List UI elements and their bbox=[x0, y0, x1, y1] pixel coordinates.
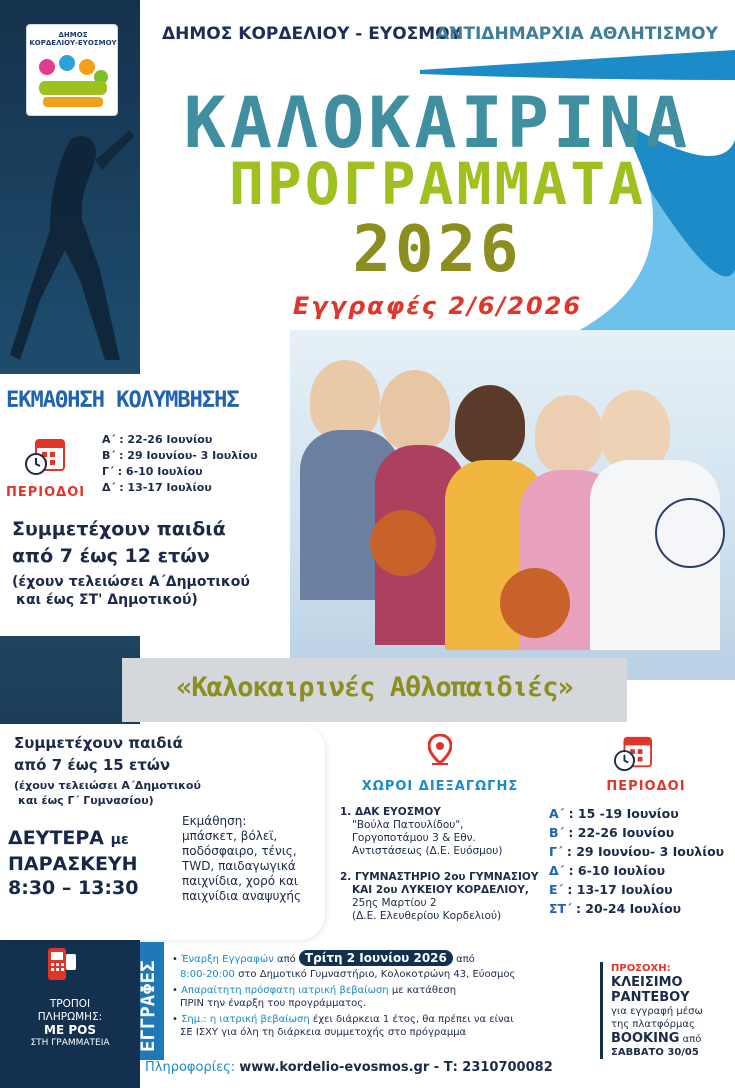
location-1-line: Αντιστάσεως (Δ.Ε. Ευόσμου) bbox=[352, 845, 503, 857]
swimming-note-line-2: και έως ΣΤ' Δημοτικού) bbox=[16, 592, 198, 608]
sports-banner-title: «Καλοκαιρινές Αθλοπαιδιές» bbox=[176, 672, 573, 703]
swimming-period: Α΄ : 22-26 Ιουνίου bbox=[102, 433, 213, 446]
registration-to: από bbox=[456, 954, 475, 965]
attention-line: ΚΛΕΙΣΙΜΟ bbox=[611, 975, 683, 990]
logo-name-text: ΚΟΡΔΕΛΙΟΥ-ΕΥΟΣΜΟΥ bbox=[29, 39, 117, 47]
municipality-name: ΔΗΜΟΣ ΚΟΡΔΕΛΙΟΥ - ΕΥΟΣΜΟΥ bbox=[162, 24, 462, 44]
period-letter: Α΄ bbox=[549, 806, 565, 821]
days-friday: ΠΑΡΑΣΚΕΥΗ bbox=[8, 853, 138, 875]
period-letter: Δ΄ bbox=[549, 863, 565, 878]
days-connector: με bbox=[110, 832, 129, 848]
payment-line: ΣΤΗ ΓΡΑΜΜΑΤΕΙΑ bbox=[30, 1038, 110, 1048]
medical-requirement-line-2: ΠΡΙΝ την έναρξη του προγράμματος. bbox=[180, 998, 367, 1009]
title-line-1: ΚΑΛΟΚΑΙΡΙΝΑ bbox=[183, 82, 692, 164]
sports-participants-line-1: Συμμετέχουν παιδιά bbox=[14, 734, 183, 752]
sports-age-note bbox=[14, 778, 201, 808]
swimming-participants-line-1: Συμμετέχουν παιδιά bbox=[12, 518, 226, 540]
location-2-title: ΚΑΙ 2ου ΛΥΚΕΙΟΥ ΚΟΡΔΕΛΙΟΥ, bbox=[352, 884, 529, 896]
activities-line: μπάσκετ, βόλεϊ, bbox=[182, 829, 278, 843]
note-medical: ιατρική βεβαίωση bbox=[219, 1014, 310, 1025]
registration-start-label: Έναρξη Εγγραφών bbox=[181, 954, 274, 965]
calendar-clock-icon bbox=[613, 734, 653, 772]
period-dates: : 6-10 Ιουλίου bbox=[568, 863, 666, 878]
period-letter: Ε΄ bbox=[549, 882, 564, 897]
activities-line: Εκμάθηση: bbox=[182, 814, 247, 828]
note-line-2: ΣΕ ΙΣΧΥ για όλη τη διάρκεια συμμετοχής στο πρόγραμμα bbox=[180, 1027, 467, 1038]
registration-from: από bbox=[277, 954, 296, 965]
kids-photo bbox=[290, 330, 735, 680]
title-line-2: ΠΡΟΓΡΑΜΜΑΤΑ bbox=[228, 150, 647, 218]
contact-info bbox=[145, 1060, 553, 1075]
period-dates: : 20-24 Ιουλίου bbox=[575, 901, 682, 916]
pos-terminal-icon bbox=[44, 946, 78, 984]
days-monday: ΔΕΥΤΕΡΑ bbox=[8, 827, 105, 849]
swimming-age-note bbox=[12, 573, 250, 609]
sports-periods-list bbox=[549, 804, 724, 918]
note-rest: έχει διάρκεια 1 έτος, θα πρέπει να είναι bbox=[312, 1014, 514, 1025]
payment-line: ΤΡΟΠΟΙ bbox=[49, 998, 91, 1010]
attention-date: ΣΑΒΒΑΤΟ 30/05 bbox=[611, 1047, 699, 1058]
period-dates: : 22-26 Ιουνίου bbox=[568, 825, 675, 840]
period-letter: Β΄ bbox=[549, 825, 565, 840]
sports-activities bbox=[182, 814, 301, 904]
title-year: 2026 bbox=[352, 213, 523, 287]
registration-date: Εγγραφές 2/6/2026 bbox=[292, 292, 583, 320]
payment-line: ΜΕ POS bbox=[44, 1023, 96, 1037]
attention-line: από bbox=[682, 1034, 702, 1045]
location-pin-icon bbox=[428, 734, 452, 766]
calendar-clock-icon bbox=[24, 436, 66, 476]
location-2-line: (Δ.Ε. Ελευθερίου Κορδελιού) bbox=[352, 910, 502, 922]
sports-participants bbox=[14, 732, 183, 776]
payment-methods bbox=[0, 998, 140, 1050]
location-1-line: Γοργοποτάμου 3 & Εθν. bbox=[352, 832, 476, 844]
attention-booking: BOOKING bbox=[611, 1031, 680, 1046]
attention-label: ΠΡΟΣΟΧΗ: bbox=[611, 963, 671, 974]
municipality-logo bbox=[26, 24, 118, 116]
activities-line: ποδόσφαιρο, τένις, bbox=[182, 844, 297, 858]
location-1 bbox=[340, 806, 540, 858]
registration-start-date: Τρίτη 2 Ιουνίου 2026 bbox=[299, 950, 453, 966]
sports-schedule bbox=[8, 826, 138, 900]
period-dates: : 29 Ιουνίου- 3 Ιουλίου bbox=[566, 844, 725, 859]
swimming-note-line-1: (έχουν τελειώσει Α΄Δημοτικού bbox=[12, 574, 250, 590]
dancer-image bbox=[10, 120, 135, 370]
sports-periods-label: ΠΕΡΙΟΔΟΙ bbox=[606, 779, 686, 794]
activities-line: παιχνίδια, χορό και bbox=[182, 874, 298, 888]
medical-requirement: Απαραίτητη πρόσφατη ιατρική βεβαίωση bbox=[181, 985, 389, 996]
period-letter: Γ΄ bbox=[549, 844, 563, 859]
department-name: ΑΝΤΙΔΗΜΑΡΧΙΑ ΑΘΛΗΤΙΣΜΟΥ bbox=[436, 24, 718, 44]
swimming-period: Δ΄ : 13-17 Ιουλίου bbox=[102, 481, 212, 494]
booking-attention-box bbox=[600, 962, 732, 1059]
note-label: Σημ.: η bbox=[181, 1014, 217, 1025]
attention-line: για εγγραφή μέσω bbox=[611, 1006, 703, 1017]
period-letter: ΣΤ΄ bbox=[549, 901, 572, 916]
registration-vertical-label: ΕΓΓΡΑΦΕΣ bbox=[137, 960, 159, 1052]
location-1-title: 1. ΔΑΚ ΕΥΟΣΜΟΥ bbox=[340, 806, 441, 818]
location-1-line: "Βούλα Πατουλίδου", bbox=[352, 819, 464, 831]
registration-details: • Έναρξη Εγγραφών από Τρίτη 2 Ιουνίου 2026 από 8:00-20:00 στο Δημοτικό Γυμναστήριο, Κολοκοτρώνη 43, Εύοσμος • Απαραίτητη πρόσφατη ιατρική βεβαίωση με κατάθεση ΠΡΙΝ την έναρξη του προγράμματος. • Σημ.: η ιατρική βεβαίωση έχει διάρκεια 1 έτος, θα πρέπει να είναι ΣΕ ΙΣΧΥ για όλη τη διάρκεια συμμετοχής στο πρόγραμμα bbox=[172, 952, 602, 1039]
registration-place: στο Δημοτικό Γυμναστήριο, Κολοκοτρώνη 43, Εύοσμος bbox=[238, 969, 516, 980]
swimming-participants-line-2: από 7 έως 12 ετών bbox=[12, 545, 210, 567]
sports-hours: 8:30 – 13:30 bbox=[8, 877, 139, 899]
swimming-period: Β΄ : 29 Ιουνίου- 3 Ιουλίου bbox=[102, 449, 258, 462]
registration-hours: 8:00-20:00 bbox=[180, 969, 235, 980]
period-dates: : 13-17 Ιουλίου bbox=[567, 882, 673, 897]
location-2 bbox=[340, 871, 540, 923]
swimming-periods-list bbox=[102, 432, 257, 496]
attention-line: της πλατφόρμας bbox=[611, 1019, 695, 1030]
info-label: Πληροφορίες: bbox=[145, 1060, 236, 1075]
logo-figures-icon bbox=[27, 47, 119, 117]
swimming-title: ΕΚΜΑΘΗΣΗ ΚΟΛΥΜΒΗΣΗΣ bbox=[6, 388, 239, 413]
location-2-title: 2. ΓΥΜΝΑΣΤΗΡΙΟ 2ου ΓΥΜΝΑΣΙΟΥ bbox=[340, 871, 539, 883]
location-2-line: 25ης Μαρτίου 2 bbox=[352, 897, 437, 909]
activities-line: TWD, παιδαγωγικά bbox=[182, 859, 296, 873]
logo-top-text: ΔΗΜΟΣ bbox=[58, 31, 88, 39]
swimming-participants bbox=[12, 516, 226, 570]
payment-line: ΠΛΗΡΩΜΗΣ: bbox=[37, 1011, 103, 1023]
swimming-periods-label: ΠΕΡΙΟΔΟΙ bbox=[6, 485, 86, 500]
locations-title: ΧΩΡΟΙ ΔΙΕΞΑΓΩΓΗΣ bbox=[361, 779, 519, 794]
period-dates: : 15 -19 Ιουνίου bbox=[568, 806, 679, 821]
sports-note-line-1: (έχουν τελειώσει Α΄Δημοτικού bbox=[14, 779, 201, 792]
activities-line: παιχνίδια αναψυχής bbox=[182, 889, 301, 903]
attention-line: ΡΑΝΤΕΒΟΥ bbox=[611, 990, 690, 1005]
sports-participants-line-2: από 7 έως 15 ετών bbox=[14, 756, 171, 774]
medical-requirement-rest: με κατάθεση bbox=[391, 985, 457, 996]
info-website-phone[interactable]: www.kordelio-evosmos.gr - Τ: 2310700082 bbox=[239, 1060, 553, 1075]
sports-note-line-2: και έως Γ΄ Γυμνασίου) bbox=[18, 794, 154, 807]
swimming-period: Γ΄ : 6-10 Ιουλίου bbox=[102, 465, 203, 478]
